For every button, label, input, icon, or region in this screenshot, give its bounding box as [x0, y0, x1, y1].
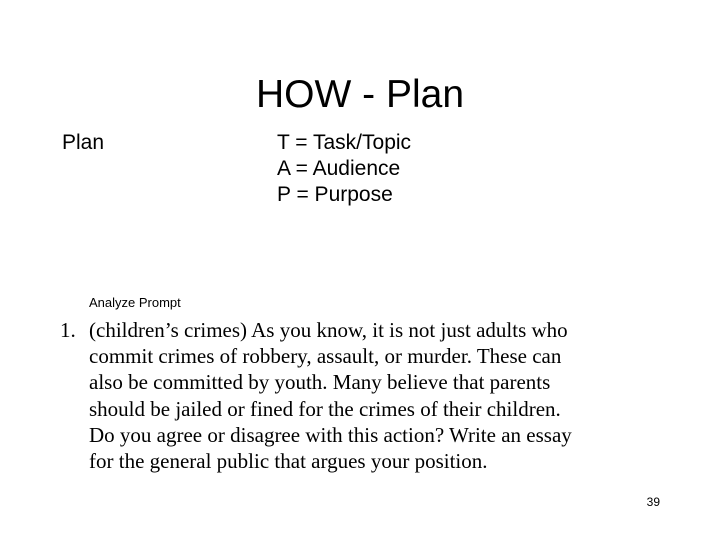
prompt-number: 1.	[60, 318, 76, 342]
plan-label: Plan	[62, 131, 105, 154]
prompt-text	[60, 317, 660, 474]
tap-item-task: T = Task/Topic	[277, 131, 412, 154]
slide-title: HOW - Plan	[255, 73, 465, 116]
prompt-line: also be committed by youth. Many believe that parents	[89, 370, 551, 395]
prompt-line: Do you agree or disagree with this action? Write an essay	[89, 422, 572, 447]
analyze-prompt-label: Analyze Prompt	[89, 295, 181, 310]
prompt-line: for the general public that argues your position.	[89, 449, 488, 474]
prompt-line: commit crimes of robbery, assault, or murder. These can	[89, 344, 562, 369]
prompt-line: should be jailed or fined for the crimes of their children.	[89, 396, 561, 421]
page-number: 39	[646, 495, 660, 509]
tap-item-audience: A = Audience	[277, 157, 401, 180]
tap-list	[277, 130, 411, 208]
tap-item-purpose: P = Purpose	[277, 183, 393, 206]
prompt-line: (children’s crimes) As you know, it is not just adults who	[89, 318, 568, 342]
